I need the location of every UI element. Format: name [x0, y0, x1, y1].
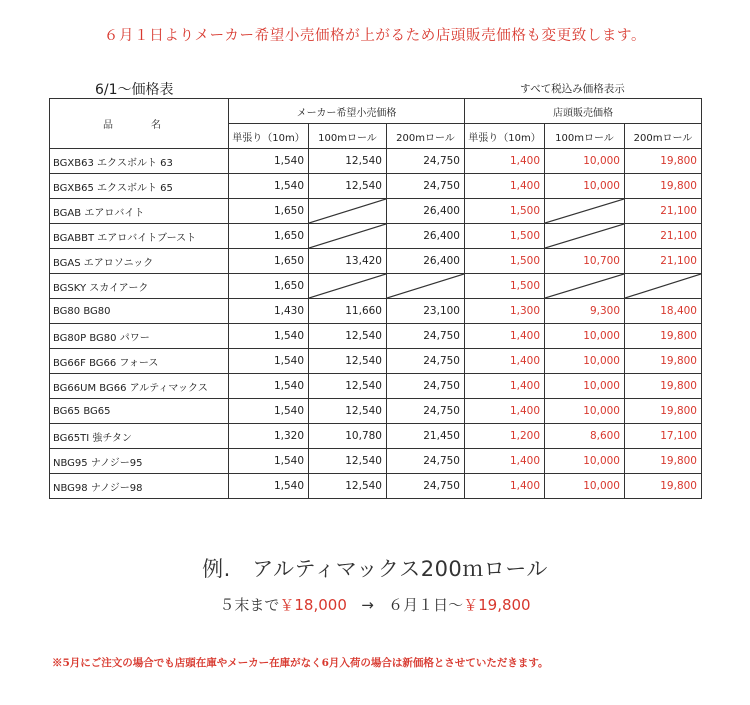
shop-price-single: 1,500 [465, 274, 545, 299]
shop-price-100m: 10,000 [545, 174, 625, 199]
table-row [50, 274, 702, 299]
table-row [50, 199, 702, 224]
product-name: BG80 BG80 [50, 299, 229, 324]
table-row [50, 399, 702, 424]
shop-price-100m: 10,000 [545, 399, 625, 424]
table-row [50, 224, 702, 249]
maker-price-single: 1,650 [229, 274, 309, 299]
header-shop-price: 店頭販売価格 [465, 99, 702, 124]
header-maker-200m: 200mロール [387, 124, 465, 149]
table-row [50, 299, 702, 324]
shop-price-single: 1,500 [465, 199, 545, 224]
maker-price-single: 1,540 [229, 449, 309, 474]
tax-note: すべて税込み価格表示 [520, 83, 625, 95]
example-before-label: ５末まで [219, 596, 280, 614]
shop-price-100m: 10,000 [545, 349, 625, 374]
example-before-price: ￥18,000 [279, 596, 347, 614]
maker-price-single: 1,540 [229, 374, 309, 399]
maker-price-100m: 12,540 [309, 174, 387, 199]
shop-100m-not-available [545, 274, 625, 299]
maker-price-200m: 24,750 [387, 149, 465, 174]
shop-price-100m: 9,300 [545, 299, 625, 324]
maker-price-100m: 13,420 [309, 249, 387, 274]
maker-price-200m: 23,100 [387, 299, 465, 324]
shop-price-single: 1,200 [465, 424, 545, 449]
example-price-change [0, 594, 750, 615]
table-row [50, 424, 702, 449]
maker-200m-not-available [387, 274, 465, 299]
maker-price-200m: 24,750 [387, 474, 465, 499]
maker-price-100m: 12,540 [309, 324, 387, 349]
maker-price-100m: 10,780 [309, 424, 387, 449]
arrow-icon: → [361, 596, 374, 614]
product-name: BG65 BG65 [50, 399, 229, 424]
maker-price-single: 1,650 [229, 199, 309, 224]
shop-price-200m: 19,800 [625, 449, 702, 474]
shop-price-200m: 19,800 [625, 399, 702, 424]
shop-price-100m: 8,600 [545, 424, 625, 449]
shop-100m-not-available [545, 199, 625, 224]
maker-price-100m: 11,660 [309, 299, 387, 324]
header-shop-single: 単張り（10m） [465, 124, 545, 149]
shop-price-100m: 10,000 [545, 474, 625, 499]
not-available-slash-icon [309, 274, 386, 298]
product-name: BGAS エアロソニック [50, 249, 229, 274]
maker-price-single: 1,320 [229, 424, 309, 449]
product-name: BG65TI 強チタン [50, 424, 229, 449]
maker-price-single: 1,650 [229, 224, 309, 249]
maker-price-single: 1,650 [229, 249, 309, 274]
maker-price-single: 1,430 [229, 299, 309, 324]
maker-price-200m: 26,400 [387, 199, 465, 224]
maker-price-single: 1,540 [229, 399, 309, 424]
maker-price-100m: 12,540 [309, 349, 387, 374]
shop-price-100m: 10,000 [545, 149, 625, 174]
maker-price-100m: 12,540 [309, 474, 387, 499]
not-available-slash-icon [545, 224, 624, 248]
shop-price-single: 1,400 [465, 324, 545, 349]
maker-price-200m: 24,750 [387, 324, 465, 349]
shop-price-200m: 19,800 [625, 324, 702, 349]
table-row [50, 474, 702, 499]
maker-price-200m: 24,750 [387, 349, 465, 374]
maker-price-200m: 24,750 [387, 449, 465, 474]
shop-price-200m: 19,800 [625, 174, 702, 199]
product-name: BGXB65 エクスボルト 65 [50, 174, 229, 199]
maker-price-200m: 21,450 [387, 424, 465, 449]
product-name: NBG98 ナノジー98 [50, 474, 229, 499]
product-name: NBG95 ナノジー95 [50, 449, 229, 474]
not-available-slash-icon [309, 199, 386, 223]
header-row-group [50, 99, 702, 124]
not-available-slash-icon [625, 274, 701, 298]
shop-price-single: 1,400 [465, 349, 545, 374]
table-row [50, 324, 702, 349]
table-row [50, 149, 702, 174]
table-row [50, 249, 702, 274]
shop-price-200m: 21,100 [625, 224, 702, 249]
shop-price-200m: 19,800 [625, 474, 702, 499]
product-name: BGXB63 エクスボルト 63 [50, 149, 229, 174]
example-after-price: ￥19,800 [463, 596, 531, 614]
shop-price-200m: 17,100 [625, 424, 702, 449]
table-row [50, 174, 702, 199]
shop-price-single: 1,500 [465, 249, 545, 274]
maker-price-single: 1,540 [229, 174, 309, 199]
header-shop-100m: 100mロール [545, 124, 625, 149]
shop-price-200m: 21,100 [625, 249, 702, 274]
not-available-slash-icon [545, 199, 624, 223]
maker-price-200m: 26,400 [387, 249, 465, 274]
maker-price-100m: 12,540 [309, 399, 387, 424]
maker-price-single: 1,540 [229, 149, 309, 174]
shop-price-single: 1,400 [465, 149, 545, 174]
example-title: 例. アルティマックス200ｍロール [202, 557, 548, 581]
price-change-notice: ６月１日よりメーカー希望小売価格が上がるため店頭販売価格も変更致します。 [103, 28, 647, 44]
example-after-label: ６月１日～ [388, 596, 464, 614]
shop-price-100m: 10,000 [545, 449, 625, 474]
shop-price-single: 1,300 [465, 299, 545, 324]
product-name: BGABBT エアロバイトブースト [50, 224, 229, 249]
shop-price-single: 1,500 [465, 224, 545, 249]
shop-price-single: 1,400 [465, 474, 545, 499]
maker-price-100m: 12,540 [309, 449, 387, 474]
product-name: BGSKY スカイアーク [50, 274, 229, 299]
product-name: BG66UM BG66 アルティマックス [50, 374, 229, 399]
shop-price-100m: 10,700 [545, 249, 625, 274]
table-row [50, 374, 702, 399]
maker-price-single: 1,540 [229, 474, 309, 499]
header-product-name: 品 名 [50, 99, 229, 149]
maker-price-200m: 24,750 [387, 374, 465, 399]
shop-price-200m: 18,400 [625, 299, 702, 324]
table-row [50, 449, 702, 474]
product-name: BGAB エアロバイト [50, 199, 229, 224]
not-available-slash-icon [387, 274, 464, 298]
shop-price-200m: 19,800 [625, 149, 702, 174]
shop-price-200m: 21,100 [625, 199, 702, 224]
maker-price-200m: 24,750 [387, 174, 465, 199]
maker-price-200m: 24,750 [387, 399, 465, 424]
price-table [49, 98, 702, 499]
maker-price-100m: 12,540 [309, 374, 387, 399]
price-table-body [50, 149, 702, 499]
shop-100m-not-available [545, 224, 625, 249]
header-maker-100m: 100mロール [309, 124, 387, 149]
shop-price-200m: 19,800 [625, 374, 702, 399]
shop-price-200m: 19,800 [625, 349, 702, 374]
header-shop-200m: 200mロール [625, 124, 702, 149]
shop-price-single: 1,400 [465, 374, 545, 399]
table-title: 6/1～価格表 [95, 82, 174, 98]
header-maker-single: 単張り（10m） [229, 124, 309, 149]
footnote: ※5月にご注文の場合でも店頭在庫やメーカー在庫がなく6月入荷の場合は新価格とさせていただきます。 [52, 657, 549, 669]
shop-price-single: 1,400 [465, 174, 545, 199]
shop-price-100m: 10,000 [545, 324, 625, 349]
not-available-slash-icon [545, 274, 624, 298]
maker-price-200m: 26,400 [387, 224, 465, 249]
shop-200m-not-available [625, 274, 702, 299]
product-name: BG80P BG80 パワー [50, 324, 229, 349]
maker-price-100m: 12,540 [309, 149, 387, 174]
product-name: BG66F BG66 フォース [50, 349, 229, 374]
header-maker-price: メーカー希望小売価格 [229, 99, 465, 124]
maker-100m-not-available [309, 274, 387, 299]
maker-price-single: 1,540 [229, 324, 309, 349]
not-available-slash-icon [309, 224, 386, 248]
maker-100m-not-available [309, 224, 387, 249]
table-row [50, 349, 702, 374]
shop-price-100m: 10,000 [545, 374, 625, 399]
maker-100m-not-available [309, 199, 387, 224]
shop-price-single: 1,400 [465, 399, 545, 424]
shop-price-single: 1,400 [465, 449, 545, 474]
maker-price-single: 1,540 [229, 349, 309, 374]
